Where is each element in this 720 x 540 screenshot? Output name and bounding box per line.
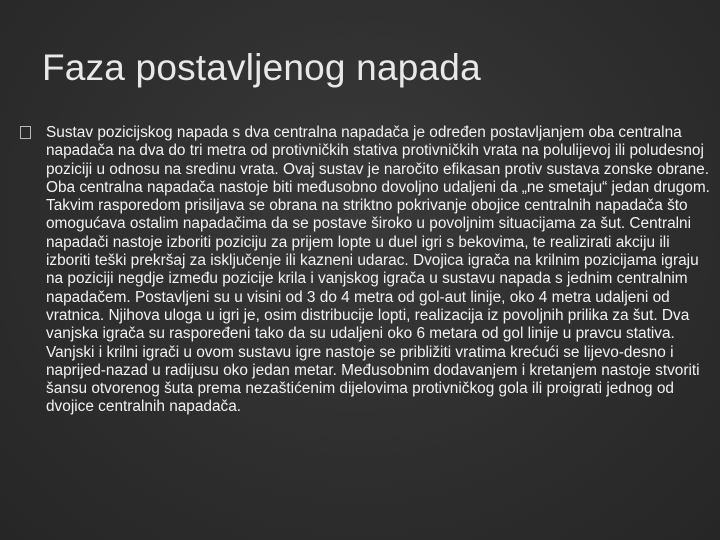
slide-body-text: Sustav pozicijskog napada s dva centralna napadača je određen postavljanjem oba centralna napadača na dva do tri metra od protivničkih stativa protivničkih vrata na polulijevoj ili poludesnoj poziciji u odnosu na sredinu vrata. Ovaj sustav je naročito efikasan protiv sustava zonske obrane. Oba centralna napadača nastoje biti međusobno dovoljno udaljeni da „ne smetaju“ jedan drugom. Takvim rasporedom prisiljava se obrana na striktno pokrivanje obojice centralnih napadača što omogućava ostalim napadačima da se postave široko u povoljnim situacijama za šut. Centralni napadači nastoje izboriti poziciju za prijem lopte u duel igri s bekovima, te realizirati akciju ili izboriti teški prekršaj za isključenje ili kazneni udarac. Dvojica igrača na krilnim pozicijama igraju na poziciji negdje između pozicije krila i vanjskog igrača u sustavu napada s jednim centralnim napadačem. Postavljeni su u visini od 3 do 4 metra od gol-aut linije, oko 4 metra udaljeni od vratnica. Njihova uloga u igri je, osim distribucije lopti, realizacija iz povoljnih prilika za šut. Dva vanjska igrača su raspoređeni tako da su udaljeni oko 6 metara od gol linije u pravcu stativa. Vanjski i krilni igrači u ovom sustavu igre nastoje se približiti vratima krećući se lijevo-desno i naprijed-nazad u radijusu oko jedan metar. Međusobnim dodavanjem i kretanjem nastoje stvoriti šansu otvorenog šuta prema nezaštićenim dijelovima protivničkog gola ili proigrati jednog od dvojice centralnih napadača. xyxy=(46,124,710,416)
square-bullet-icon xyxy=(20,126,31,139)
slide-title: Faza postavljenog napada xyxy=(42,47,481,88)
